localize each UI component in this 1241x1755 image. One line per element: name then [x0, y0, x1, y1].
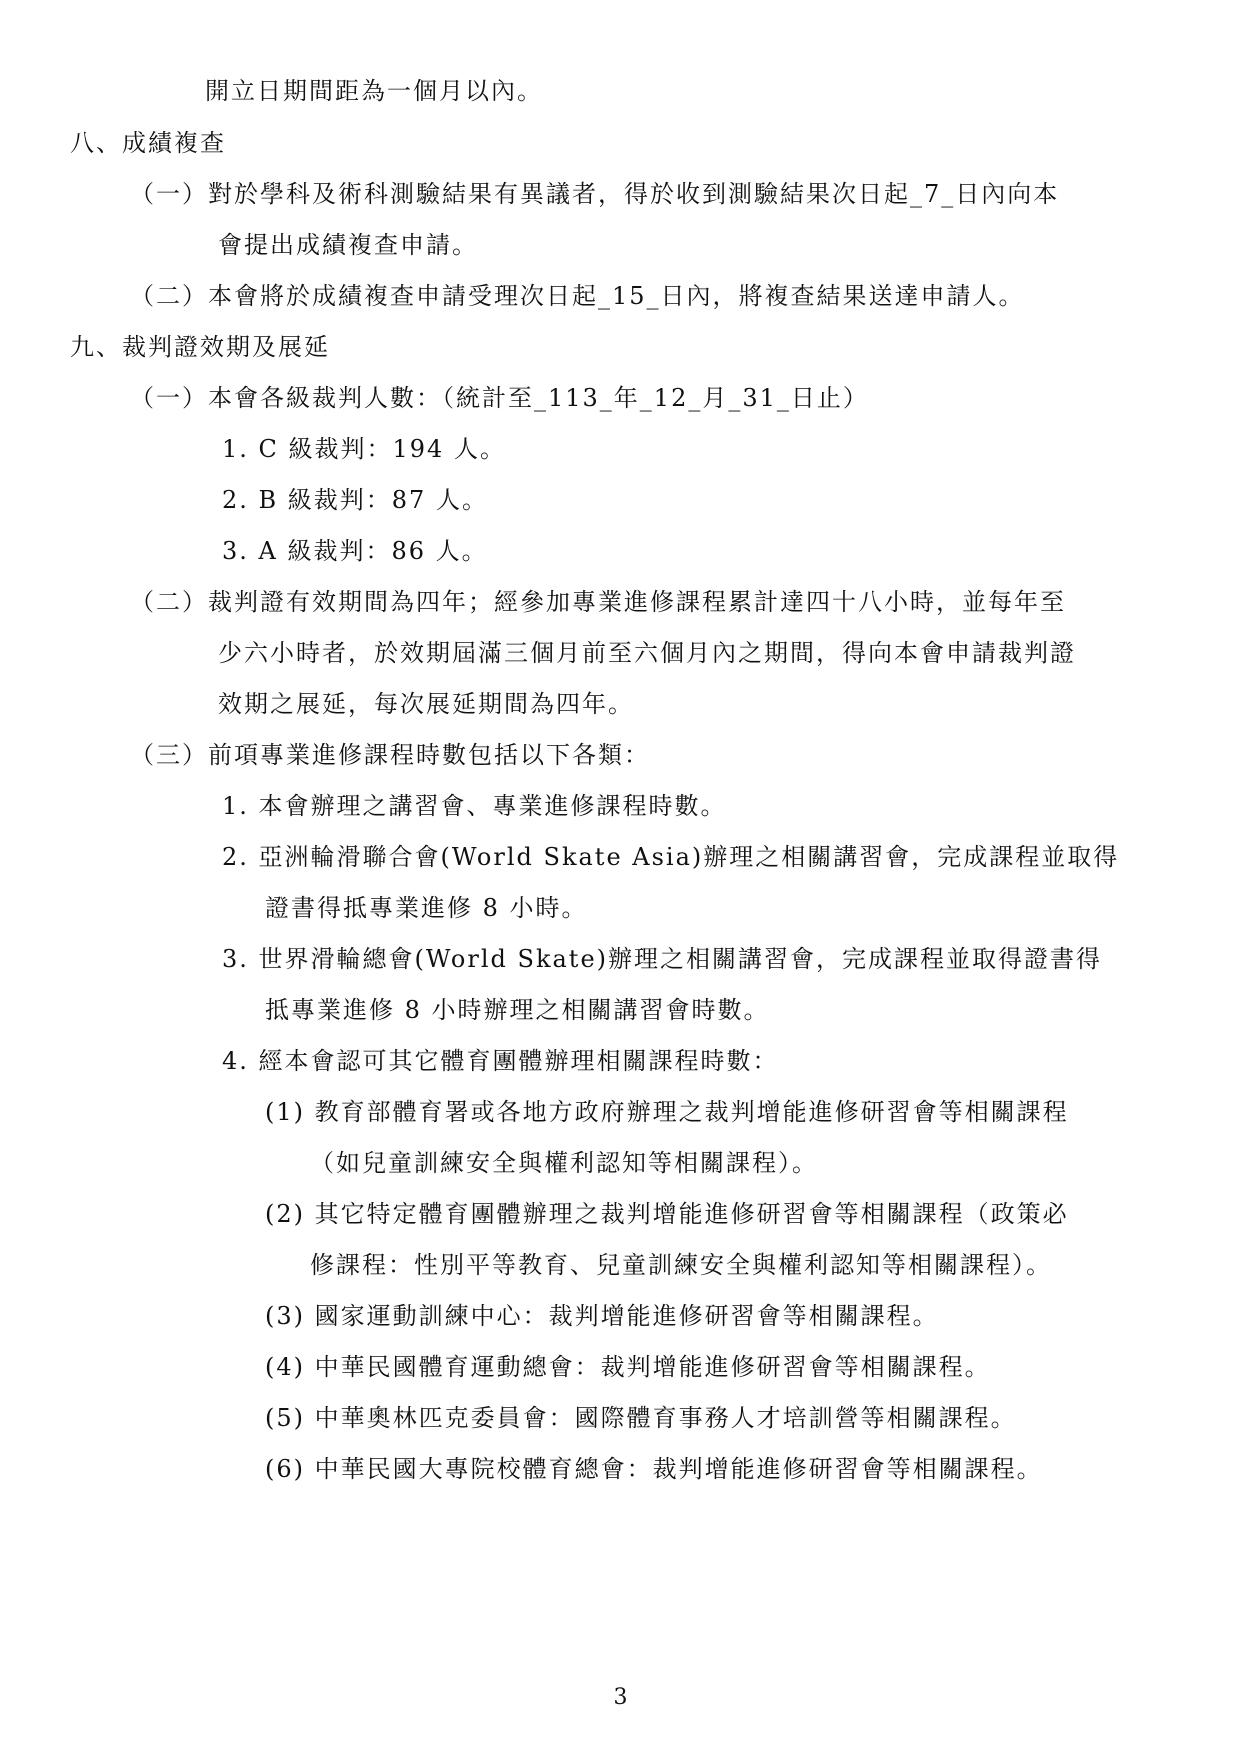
text-line: 開立日期間距為一個月以內。	[205, 77, 543, 105]
list-item: 2. 亞洲輪滑聯合會(World Skate Asia)辦理之相關講習會，完成課程並取得	[222, 843, 1120, 871]
text-line: （二）本會將於成績複查申請受理次日起_15_日內，將複查結果送達申請人。	[130, 282, 1025, 310]
list-item: 3. A 級裁判：86 人。	[222, 537, 488, 565]
list-item: 4. 經本會認可其它體育團體辦理相關課程時數：	[222, 1047, 779, 1075]
section-heading: 九、裁判證效期及展延	[70, 333, 330, 361]
sub-list-item: (3) 國家運動訓練中心：裁判增能進修研習會等相關課程。	[265, 1302, 939, 1330]
page-number: 3	[613, 1685, 628, 1710]
sub-list-item: (2) 其它特定體育團體辦理之裁判增能進修研習會等相關課程（政策必	[265, 1200, 1069, 1228]
text-line: （三）前項專業進修課程時數包括以下各類：	[130, 741, 650, 769]
text-line: 修課程：性別平等教育、兒童訓練安全與權利認知等相關課程）。	[310, 1251, 1052, 1279]
text-line: 抵專業進修 8 小時辦理之相關講習會時數。	[265, 996, 770, 1024]
sub-list-item: (4) 中華民國體育運動總會：裁判增能進修研習會等相關課程。	[265, 1353, 991, 1381]
list-item: 1. C 級裁判：194 人。	[222, 435, 506, 463]
text-line: 會提出成績複查申請。	[218, 231, 478, 259]
sub-list-item: (1) 教育部體育署或各地方政府辦理之裁判增能進修研習會等相關課程	[265, 1098, 1069, 1126]
text-line: 效期之展延，每次展延期間為四年。	[218, 690, 634, 718]
text-line: 少六小時者，於效期屆滿三個月前至六個月內之期間，得向本會申請裁判證	[218, 639, 1076, 667]
list-item: 3. 世界滑輪總會(World Skate)辦理之相關講習會，完成課程並取得證書得	[222, 945, 1103, 973]
section-heading: 八、成績複查	[70, 129, 226, 157]
sub-list-item: (6) 中華民國大專院校體育總會：裁判增能進修研習會等相關課程。	[265, 1455, 1043, 1483]
text-line: （一）本會各級裁判人數：（統計至_113_年_12_月_31_日止）	[130, 384, 869, 412]
text-line: 證書得抵專業進修 8 小時。	[265, 894, 588, 922]
text-line: （二）裁判證有效期間為四年；經參加專業進修課程累計達四十八小時，並每年至	[130, 588, 1066, 616]
sub-list-item: (5) 中華奧林匹克委員會：國際體育事務人才培訓營等相關課程。	[265, 1404, 1017, 1432]
text-line: （如兒童訓練安全與權利認知等相關課程）。	[310, 1149, 818, 1177]
list-item: 2. B 級裁判：87 人。	[222, 486, 488, 514]
text-line: （一）對於學科及術科測驗結果有異議者，得於收到測驗結果次日起_7_日內向本	[130, 180, 1060, 208]
list-item: 1. 本會辦理之講習會、專業進修課程時數。	[222, 792, 727, 820]
